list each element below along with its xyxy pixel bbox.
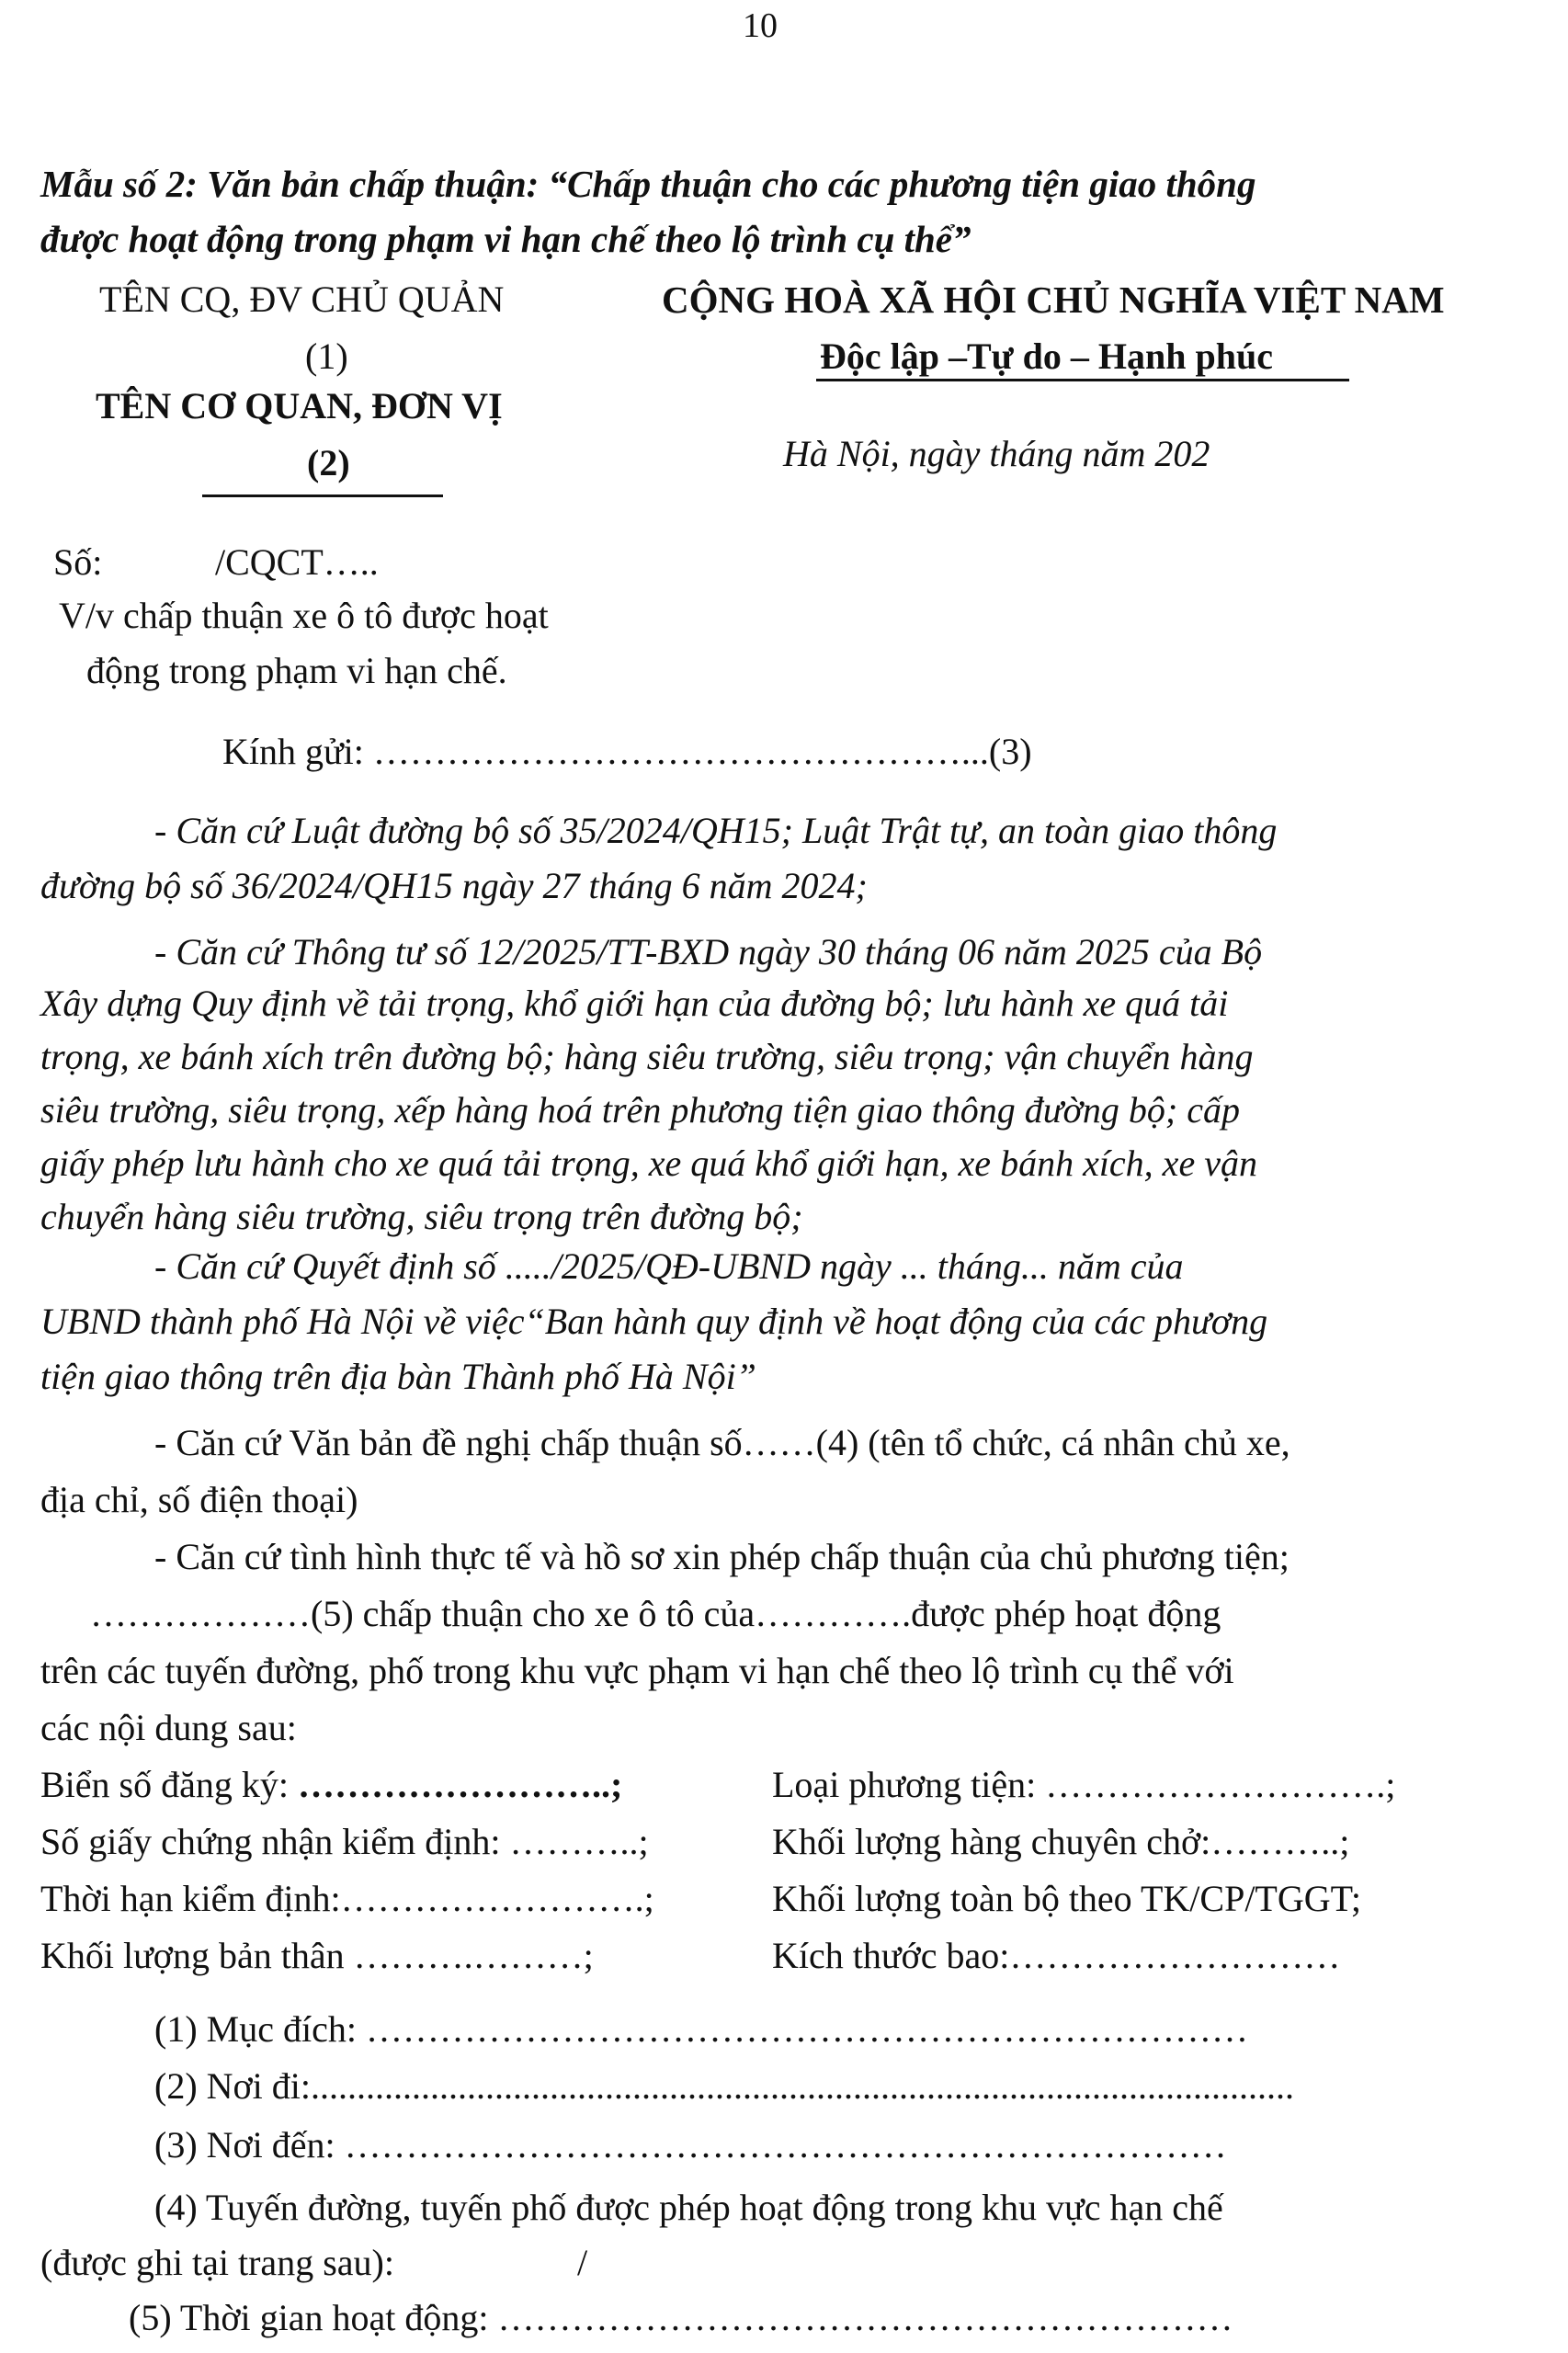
approval-line-1: ………………(5) chấp thuận cho xe ô tô của………….được phép hoạt động (90, 1593, 1221, 1634)
subject-line-2: động trong phạm vi hạn chế. (86, 650, 507, 691)
basis-decision-cont-2: tiện giao thông trên địa bàn Thành phố Hà Nội” (40, 1356, 756, 1397)
approval-line-2: trên các tuyến đường, phố trong khu vực phạm vi hạn chế theo lộ trình cụ thể với (40, 1650, 1234, 1691)
basis-actual: - Căn cứ tình hình thực tế và hồ sơ xin phép chấp thuận của chủ phương tiện; (154, 1536, 1290, 1577)
motto-underline (816, 379, 1349, 381)
curb-weight-field: Khối lượng bản thân ……….………; (40, 1935, 594, 1976)
basis-decision-cont-1: UBND thành phố Hà Nội về việc“Ban hành quy định về hoạt động của các phương (40, 1301, 1268, 1342)
basis-circular-cont-5: chuyển hàng siêu trường, siêu trọng trên đường bộ; (40, 1196, 803, 1237)
routes-item: (4) Tuyến đường, tuyến phố được phép hoạt động trong khu vực hạn chế (154, 2187, 1223, 2228)
plate-number-dots: ……………………..; (297, 1764, 623, 1805)
form-title-line-2: được hoạt động trong phạm vi hạn chế theo lộ trình cụ thể” (40, 218, 971, 260)
dimensions-field: Kích thước bao:……………………… (772, 1935, 1341, 1976)
plate-number-field (40, 1763, 622, 1807)
basis-decision: - Căn cứ Quyết định số ...../2025/QĐ-UBND ngày ... tháng... năm của (154, 1245, 1184, 1287)
recipient: Kính gửi: …………………………………………...(3) (222, 731, 1032, 772)
basis-request: - Căn cứ Văn bản đề nghị chấp thuận số……(4) (tên tổ chức, cá nhân chủ xe, (154, 1422, 1290, 1463)
doc-number-value: /CQCT….. (215, 541, 379, 583)
plate-number-label: Biển số đăng ký: (40, 1764, 298, 1805)
routes-slash: / (577, 2242, 588, 2283)
agency-note: (2) (307, 442, 350, 483)
origin-item: (2) Nơi đi:........................................................................................................... (154, 2065, 1295, 2107)
inspection-expiry-field: Thời hạn kiểm định:…………………….; (40, 1878, 654, 1919)
agency-owner-note: (1) (305, 335, 348, 377)
routes-item-cont: (được ghi tại trang sau): (40, 2242, 394, 2283)
destination-item: (3) Nơi đến: ……………………………………………………………… (154, 2124, 1227, 2165)
doc-number-label: Số: (53, 541, 103, 583)
agency-name: TÊN CƠ QUAN, ĐƠN VỊ (96, 385, 503, 426)
basis-circular-cont-4: giấy phép lưu hành cho xe quá tải trọng, xe quá khổ giới hạn, xe bánh xích, xe vận (40, 1142, 1257, 1184)
approval-line-3: các nội dung sau: (40, 1707, 297, 1748)
agency-underline (202, 494, 443, 497)
national-motto: Độc lập –Tự do – Hạnh phúc (820, 335, 1274, 377)
total-weight-field: Khối lượng toàn bộ theo TK/CP/TGGT; (772, 1878, 1361, 1919)
cargo-weight-field: Khối lượng hàng chuyên chở:………..; (772, 1821, 1350, 1862)
basis-circular-cont-3: siêu trường, siêu trọng, xếp hàng hoá trên phương tiện giao thông đường bộ; cấp (40, 1089, 1240, 1131)
purpose-item: (1) Mục đích: ……………………………………………………………… (154, 2008, 1248, 2050)
vehicle-type-field: Loại phương tiện: ……………………….; (772, 1764, 1396, 1805)
agency-owner-name: TÊN CQ, ĐV CHỦ QUẢN (99, 278, 505, 320)
place-date: Hà Nội, ngày tháng năm 202 (783, 433, 1210, 474)
basis-law: - Căn cứ Luật đường bộ số 35/2024/QH15; Luật Trật tự, an toàn giao thông (154, 810, 1278, 851)
basis-circular-cont-1: Xây dựng Quy định về tải trọng, khổ giới hạn của đường bộ; lưu hành xe quá tải (40, 983, 1229, 1024)
basis-circular: - Căn cứ Thông tư số 12/2025/TT-BXD ngày 30 tháng 06 năm 2025 của Bộ (154, 931, 1263, 972)
basis-request-cont: địa chỉ, số điện thoại) (40, 1479, 358, 1520)
subject-line-1: V/v chấp thuận xe ô tô được hoạt (59, 595, 549, 636)
page-number: 10 (743, 6, 778, 45)
basis-law-cont: đường bộ số 36/2024/QH15 ngày 27 tháng 6 năm 2024; (40, 865, 868, 906)
operation-time-item: (5) Thời gian hoạt động: …………………………………………………… (129, 2297, 1233, 2338)
basis-circular-cont-2: trọng, xe bánh xích trên đường bộ; hàng siêu trường, siêu trọng; vận chuyển hàng (40, 1036, 1254, 1077)
form-title-line-1: Mẫu số 2: Văn bản chấp thuận: “Chấp thuận cho các phương tiện giao thông (40, 163, 1256, 205)
national-title: CỘNG HOÀ XÃ HỘI CHỦ NGHĨA VIỆT NAM (662, 278, 1445, 321)
inspection-cert-field: Số giấy chứng nhận kiểm định: ………..; (40, 1821, 649, 1862)
